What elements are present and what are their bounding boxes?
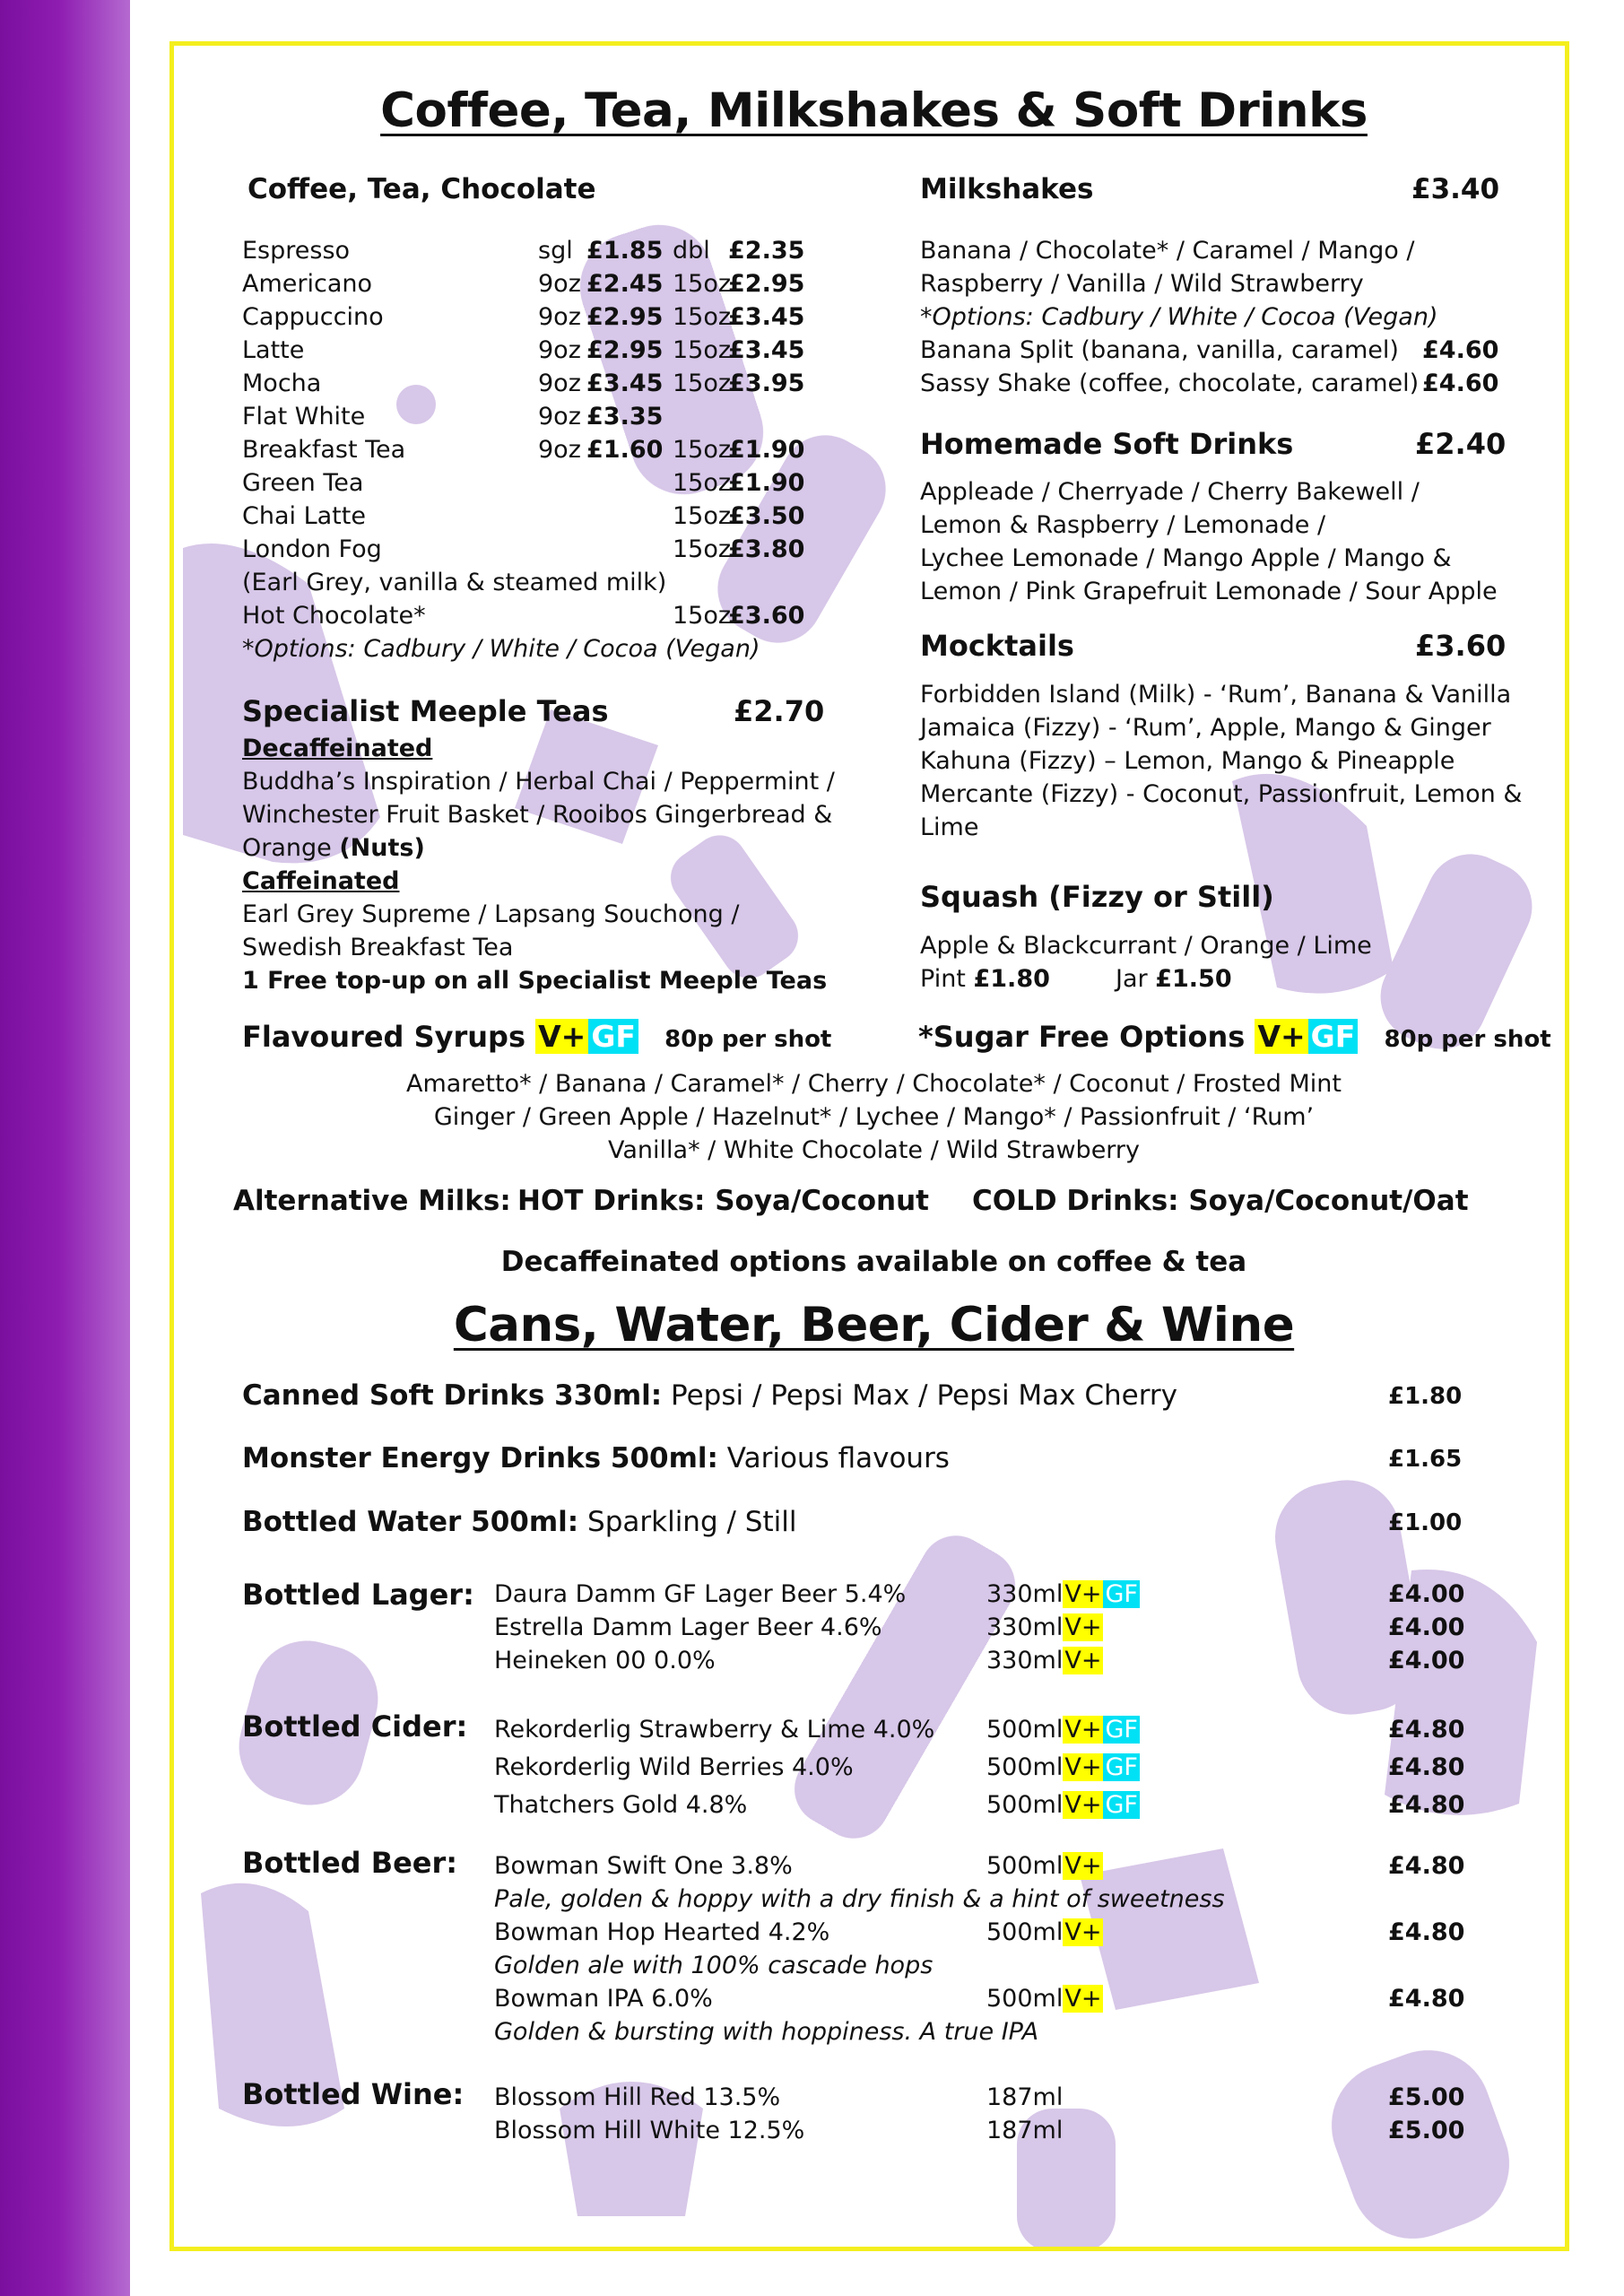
coffee-price-2: £1.90 (728, 436, 805, 464)
coffee-item-name: (Earl Grey, vanilla & steamed milk) (242, 569, 667, 596)
coffee-item-name: Green Tea (242, 469, 364, 497)
drink-name: Blossom Hill Red 13.5% (494, 2083, 781, 2111)
single-item-title: Bottled Water 500ml: (242, 1506, 579, 1538)
vegan-tag: V+ (1064, 1716, 1102, 1744)
coffee-size-1: 9oz (538, 303, 581, 331)
purple-sidebar (0, 0, 130, 2296)
homemade-heading: Homemade Soft Drinks (920, 427, 1294, 461)
drink-description: Golden & bursting with hoppiness. A true IPA (494, 2018, 1039, 2046)
drink-volume (986, 2114, 1063, 2147)
homemade-line-2: Lemon & Raspberry / Lemonade / (920, 511, 1326, 539)
coffee-options: *Options: Cadbury / White / Cocoa (Vegan) (242, 635, 760, 663)
drink-volume (986, 1751, 1140, 1784)
coffee-size-2: dbl (673, 237, 710, 265)
volume-text: 500ml (986, 1985, 1064, 2013)
mocktail-2: Jamaica (Fizzy) - ‘Rum’, Apple, Mango & Ginger (920, 714, 1491, 742)
drink-name: Rekorderlig Strawberry & Lime 4.0% (494, 1716, 935, 1744)
volume-text: 500ml (986, 1918, 1064, 1946)
volume-text: 500ml (986, 1852, 1064, 1880)
coffee-item-name: Cappuccino (242, 303, 384, 331)
group-label: Bottled Lager: (242, 1578, 474, 1612)
coffee-size-1: 9oz (538, 370, 581, 397)
sugar-free-title: *Sugar Free Options (918, 1020, 1246, 1054)
coffee-item (242, 566, 780, 599)
drink-volume (986, 1849, 1103, 1883)
vegan-tag: V+ (1064, 1791, 1102, 1819)
drink-volume (986, 2081, 1063, 2114)
drink-price: £4.80 (1388, 1791, 1465, 1819)
sugar-free-heading (918, 1019, 1551, 1054)
pint-label: Pint (920, 965, 974, 993)
gf-tag: GF (1105, 1716, 1138, 1744)
single-item-title: Canned Soft Drinks 330ml: (242, 1379, 663, 1412)
coffee-price-2: £3.45 (728, 303, 805, 331)
jar-price: £1.50 (1155, 965, 1232, 993)
coffee-size-2: 15oz (673, 370, 732, 397)
volume-text: 500ml (986, 1716, 1064, 1744)
jar-label: Jar (1116, 965, 1156, 993)
vegan-tag: V+ (1064, 1753, 1102, 1781)
coffee-price-2: £2.35 (728, 237, 805, 265)
coffee-item-name: Americano (242, 270, 373, 298)
specialist-price: £2.70 (734, 694, 825, 728)
coffee-size-2: 15oz (673, 336, 732, 364)
coffee-price-2: £1.90 (728, 469, 805, 497)
syrups-per-shot: 80p per shot (664, 1026, 832, 1053)
coffee-size-2: 15oz (673, 270, 732, 298)
drink-name: Heineken 00 0.0% (494, 1647, 716, 1674)
coffee-item (242, 500, 805, 533)
drink-volume (986, 1788, 1140, 1822)
coffee-item-name: Flat White (242, 403, 366, 430)
sassy-shake: Sassy Shake (coffee, chocolate, caramel) (920, 370, 1420, 397)
sassy-shake-price: £4.60 (1422, 370, 1499, 397)
drink-description: Golden ale with 100% cascade hops (494, 1952, 934, 1979)
vegan-tag: V+ (535, 1019, 588, 1054)
milkshakes-price: £3.40 (1411, 173, 1500, 205)
nuts-note: (Nuts) (339, 834, 425, 862)
decaf-line-1: Buddha’s Inspiration / Herbal Chai / Peppermint / (242, 768, 835, 796)
homemade-line-3: Lychee Lemonade / Mango Apple / Mango & (920, 544, 1452, 572)
alt-milks-hot: HOT Drinks: Soya/Coconut (517, 1185, 929, 1217)
coffee-item (242, 367, 805, 400)
coffee-item-name: Latte (242, 336, 305, 364)
drink-name: Thatchers Gold 4.8% (494, 1791, 748, 1819)
drink-name: Blossom Hill White 12.5% (494, 2117, 805, 2144)
volume-text: 187ml (986, 2117, 1064, 2144)
volume-text: 330ml (986, 1647, 1064, 1674)
coffee-item-name: Chai Latte (242, 502, 366, 530)
squash-jar (1116, 962, 1232, 996)
drink-price: £4.00 (1388, 1613, 1465, 1641)
vegan-tag: V+ (1064, 1613, 1102, 1641)
drink-description: Pale, golden & hoppy with a dry finish & a hint of sweetness (494, 1885, 1225, 1913)
single-item-title: Monster Energy Drinks 500ml: (242, 1442, 718, 1474)
coffee-item (242, 599, 805, 632)
milkshakes-heading: Milkshakes (920, 173, 1094, 205)
decaf-line-3 (242, 831, 425, 865)
drink-price: £5.00 (1388, 2117, 1465, 2144)
coffee-price-2: £3.50 (728, 502, 805, 530)
caf-line-2: Swedish Breakfast Tea (242, 934, 514, 961)
banana-split: Banana Split (banana, vanilla, caramel) (920, 336, 1399, 364)
single-item-desc: Pepsi / Pepsi Max / Pepsi Max Cherry (662, 1379, 1178, 1412)
milkshakes-line-2: Raspberry / Vanilla / Wild Strawberry (920, 270, 1364, 298)
drink-volume (986, 1578, 1140, 1611)
coffee-price-2: £3.45 (728, 336, 805, 364)
vegan-tag: V+ (1064, 1852, 1102, 1880)
homemade-line-1: Appleade / Cherryade / Cherry Bakewell / (920, 478, 1420, 506)
topup-note: 1 Free top-up on all Specialist Meeple Teas (242, 967, 828, 995)
coffee-size-1: 9oz (538, 270, 581, 298)
volume-text: 330ml (986, 1613, 1064, 1641)
coffee-heading: Coffee, Tea, Chocolate (248, 173, 596, 205)
group-label: Bottled Cider: (242, 1709, 468, 1744)
coffee-list (242, 234, 805, 632)
mocktail-4: Mercante (Fizzy) - Coconut, Passionfruit, Lemon & (920, 780, 1523, 808)
mocktail-1: Forbidden Island (Milk) - ‘Rum’, Banana & Vanilla (920, 681, 1512, 709)
coffee-price-1: £2.95 (586, 336, 664, 364)
coffee-item-name: Mocha (242, 370, 322, 397)
single-item (242, 1379, 1177, 1412)
coffee-size-2: 15oz (673, 535, 732, 563)
single-item-price: £1.00 (1388, 1509, 1463, 1536)
coffee-size-1: 9oz (538, 403, 581, 430)
milkshakes-line-1: Banana / Chocolate* / Caramel / Mango / (920, 237, 1415, 265)
syrups-line-3: Vanilla* / White Chocolate / Wild Strawberry (607, 1136, 1141, 1164)
drink-price: £4.80 (1388, 1852, 1465, 1880)
drink-name: Bowman Hop Hearted 4.2% (494, 1918, 830, 1946)
coffee-item (242, 466, 805, 500)
drink-price: £4.80 (1388, 1918, 1465, 1946)
coffee-price-1: £3.45 (586, 370, 664, 397)
homemade-line-4: Lemon / Pink Grapefruit Lemonade / Sour Apple (920, 578, 1498, 605)
decaf-line-3-text: Orange (242, 834, 340, 862)
coffee-item (242, 433, 805, 466)
single-item-desc: Sparkling / Still (578, 1506, 797, 1538)
drink-price: £5.00 (1388, 2083, 1465, 2111)
vegan-tag: V+ (1255, 1019, 1307, 1054)
menu-frame (169, 41, 1569, 2251)
page-title: Coffee, Tea, Milkshakes & Soft Drinks (380, 83, 1368, 138)
alt-milks-label: Alternative Milks: (233, 1185, 511, 1217)
coffee-price-2: £2.95 (728, 270, 805, 298)
coffee-item (242, 234, 805, 267)
decaf-line-2: Winchester Fruit Basket / Rooibos Gingerbread & (242, 801, 833, 829)
coffee-item-name: Espresso (242, 237, 351, 265)
coffee-item (242, 267, 805, 300)
coffee-size-2: 15oz (673, 436, 732, 464)
coffee-size-2: 15oz (673, 303, 732, 331)
coffee-price-2: £3.95 (728, 370, 805, 397)
caf-line-1: Earl Grey Supreme / Lapsang Souchong / (242, 900, 740, 928)
coffee-price-1: £1.85 (586, 237, 664, 265)
mocktails-heading: Mocktails (920, 629, 1074, 663)
drink-volume (986, 1713, 1140, 1746)
coffee-size-1: sgl (538, 237, 573, 265)
drink-price: £4.80 (1388, 1716, 1465, 1744)
drink-price: £4.00 (1388, 1580, 1465, 1608)
milkshakes-options: *Options: Cadbury / White / Cocoa (Vegan) (920, 303, 1438, 331)
vegan-tag: V+ (1064, 1580, 1102, 1608)
coffee-price-1: £2.45 (586, 270, 664, 298)
coffee-price-1: £1.60 (586, 436, 664, 464)
drink-volume (986, 1644, 1103, 1677)
caf-label: Caffeinated (242, 867, 400, 895)
drink-name: Estrella Damm Lager Beer 4.6% (494, 1613, 882, 1641)
single-item (242, 1442, 950, 1474)
coffee-price-2: £3.60 (728, 602, 805, 630)
single-item-price: £1.65 (1388, 1446, 1463, 1473)
gf-tag: GF (1105, 1580, 1138, 1608)
alt-milks-cold: COLD Drinks: Soya/Coconut/Oat (972, 1185, 1469, 1217)
squash-heading: Squash (Fizzy or Still) (920, 880, 1274, 914)
homemade-price: £2.40 (1415, 427, 1507, 461)
coffee-size-2: 15oz (673, 602, 732, 630)
syrups-line-2: Ginger / Green Apple / Hazelnut* / Lychee / Mango* / Passionfruit / ‘Rum’ (433, 1103, 1315, 1131)
coffee-price-1: £3.35 (586, 403, 664, 430)
sugar-free-per-shot: 80p per shot (1384, 1026, 1551, 1053)
coffee-price-2: £3.80 (728, 535, 805, 563)
volume-text: 500ml (986, 1753, 1064, 1781)
coffee-item (242, 300, 805, 334)
drink-name: Daura Damm GF Lager Beer 5.4% (494, 1580, 907, 1608)
gf-tag: GF (1105, 1753, 1138, 1781)
coffee-item-name: Hot Chocolate* (242, 602, 426, 630)
single-item-desc: Various flavours (717, 1442, 950, 1474)
coffee-item-name: London Fog (242, 535, 382, 563)
group-label: Bottled Wine: (242, 2077, 465, 2111)
drink-volume (986, 1916, 1103, 1949)
volume-text: 500ml (986, 1791, 1064, 1819)
coffee-size-1: 9oz (538, 336, 581, 364)
vegan-tag: V+ (1064, 1647, 1102, 1674)
single-item (242, 1506, 796, 1538)
volume-text: 330ml (986, 1580, 1064, 1608)
specialist-heading: Specialist Meeple Teas (242, 694, 609, 728)
gf-tag: GF (588, 1019, 638, 1054)
section-title: Cans, Water, Beer, Cider & Wine (453, 1298, 1295, 1352)
coffee-item-name: Breakfast Tea (242, 436, 406, 464)
decaf-options: Decaffeinated options available on coffee & tea (500, 1246, 1247, 1278)
squash-pint (920, 962, 1050, 996)
drink-name: Bowman Swift One 3.8% (494, 1852, 793, 1880)
drink-name: Bowman IPA 6.0% (494, 1985, 713, 2013)
coffee-item (242, 334, 805, 367)
drink-name: Rekorderlig Wild Berries 4.0% (494, 1753, 854, 1781)
gf-tag: GF (1308, 1019, 1359, 1054)
drink-price: £4.80 (1388, 1985, 1465, 2013)
squash-line: Apple & Blackcurrant / Orange / Lime (920, 932, 1372, 960)
mocktail-5: Lime (920, 813, 979, 841)
group-label: Bottled Beer: (242, 1846, 458, 1880)
coffee-size-2: 15oz (673, 502, 732, 530)
single-item-price: £1.80 (1388, 1383, 1463, 1410)
coffee-size-2: 15oz (673, 469, 732, 497)
coffee-size-1: 9oz (538, 436, 581, 464)
coffee-item (242, 400, 780, 433)
volume-text: 187ml (986, 2083, 1064, 2111)
coffee-price-1: £2.95 (586, 303, 664, 331)
mocktails-price: £3.60 (1415, 629, 1507, 663)
syrups-title: Flavoured Syrups (242, 1020, 525, 1054)
pint-price: £1.80 (973, 965, 1050, 993)
syrups-line-1: Amaretto* / Banana / Caramel* / Cherry / Chocolate* / Coconut / Frosted Mint (405, 1070, 1342, 1098)
drink-volume (986, 1611, 1103, 1644)
drink-price: £4.00 (1388, 1647, 1465, 1674)
syrups-heading (242, 1019, 831, 1054)
drink-volume (986, 1982, 1103, 2015)
drink-price: £4.80 (1388, 1753, 1465, 1781)
gf-tag: GF (1105, 1791, 1138, 1819)
vegan-tag: V+ (1064, 1918, 1102, 1946)
banana-split-price: £4.60 (1422, 336, 1499, 364)
coffee-item (242, 533, 805, 566)
mocktail-3: Kahuna (Fizzy) – Lemon, Mango & Pineapple (920, 747, 1455, 775)
decaf-label: Decaffeinated (242, 735, 433, 762)
vegan-tag: V+ (1064, 1985, 1102, 2013)
